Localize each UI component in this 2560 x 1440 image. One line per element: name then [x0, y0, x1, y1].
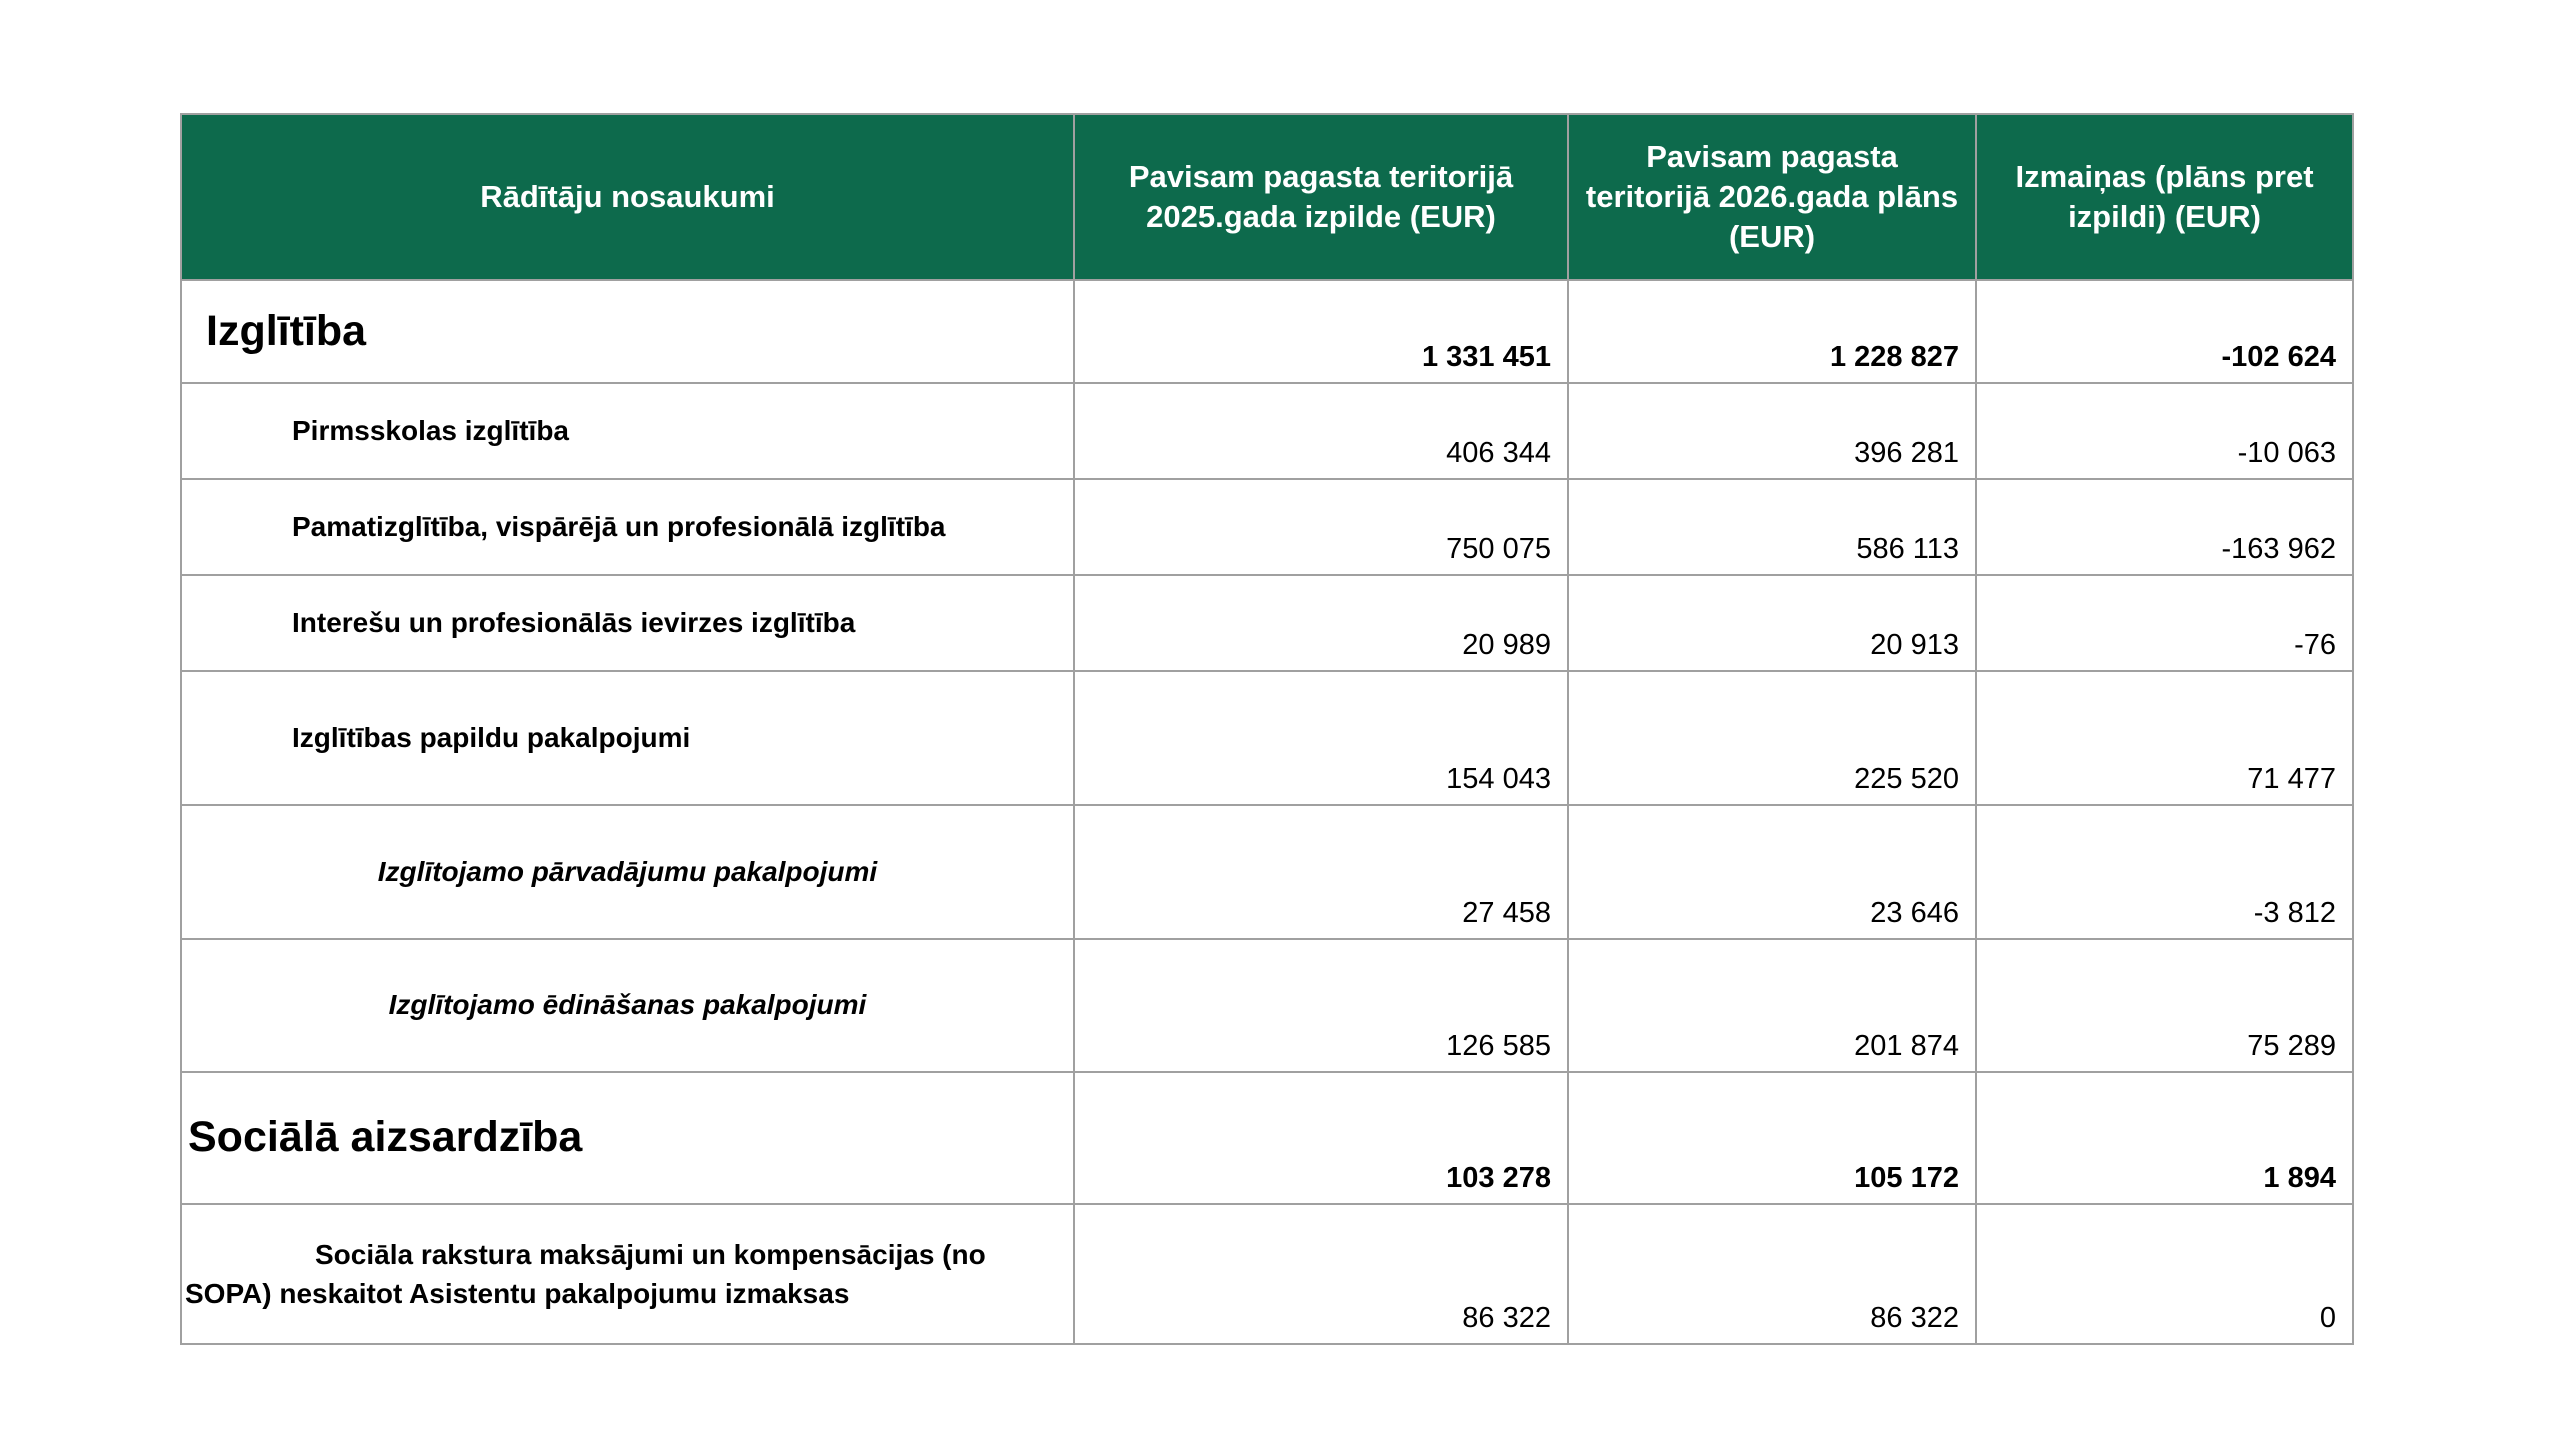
row-value-change: -102 624	[1976, 280, 2353, 383]
budget-table-container	[180, 113, 2354, 1345]
row-label: Sociāla rakstura maksājumi un kompensācijas (no SOPA) neskaitot Asistentu pakalpojumu izmaksas	[181, 1204, 1074, 1344]
col-header-indicator-names: Rādītāju nosaukumi	[181, 114, 1074, 280]
budget-table	[180, 113, 2354, 1345]
row-value-change: -76	[1976, 575, 2353, 671]
row-value-2025: 406 344	[1074, 383, 1568, 479]
row-value-2026: 201 874	[1568, 939, 1976, 1072]
row-value-change: -10 063	[1976, 383, 2353, 479]
row-value-2025: 20 989	[1074, 575, 1568, 671]
row-value-2025: 154 043	[1074, 671, 1568, 805]
row-value-2025: 27 458	[1074, 805, 1568, 939]
header-row	[181, 114, 2353, 280]
row-value-2026: 225 520	[1568, 671, 1976, 805]
row-value-2026: 105 172	[1568, 1072, 1976, 1204]
row-value-change: 75 289	[1976, 939, 2353, 1072]
row-value-2026: 23 646	[1568, 805, 1976, 939]
row-value-2025: 126 585	[1074, 939, 1568, 1072]
table-row	[181, 479, 2353, 575]
row-label: Izglītība	[181, 280, 1074, 383]
row-value-2026: 1 228 827	[1568, 280, 1976, 383]
row-value-change: 0	[1976, 1204, 2353, 1344]
table-row-section-izglitiba	[181, 280, 2353, 383]
table-row	[181, 805, 2353, 939]
row-value-2026: 396 281	[1568, 383, 1976, 479]
table-row-section-sociala-aizsardziba	[181, 1072, 2353, 1204]
col-header-2025-execution: Pavisam pagasta teritorijā 2025.gada izpilde (EUR)	[1074, 114, 1568, 280]
row-value-2025: 86 322	[1074, 1204, 1568, 1344]
row-value-2026: 20 913	[1568, 575, 1976, 671]
row-label: Izglītības papildu pakalpojumi	[181, 671, 1074, 805]
row-value-2026: 86 322	[1568, 1204, 1976, 1344]
row-value-2025: 1 331 451	[1074, 280, 1568, 383]
row-label: Interešu un profesionālās ievirzes izglītība	[181, 575, 1074, 671]
row-value-change: -163 962	[1976, 479, 2353, 575]
row-value-change: 71 477	[1976, 671, 2353, 805]
row-value-2026: 586 113	[1568, 479, 1976, 575]
col-header-2026-plan: Pavisam pagasta teritorijā 2026.gada plāns (EUR)	[1568, 114, 1976, 280]
row-value-2025: 750 075	[1074, 479, 1568, 575]
row-label: Pirmsskolas izglītība	[181, 383, 1074, 479]
table-row	[181, 383, 2353, 479]
row-value-change: -3 812	[1976, 805, 2353, 939]
row-value-change: 1 894	[1976, 1072, 2353, 1204]
table-row	[181, 1204, 2353, 1344]
table-row	[181, 939, 2353, 1072]
table-row	[181, 671, 2353, 805]
col-header-change: Izmaiņas (plāns pret izpildi) (EUR)	[1976, 114, 2353, 280]
row-label: Sociālā aizsardzība	[181, 1072, 1074, 1204]
table-row	[181, 575, 2353, 671]
row-label: Pamatizglītība, vispārējā un profesionālā izglītība	[181, 479, 1074, 575]
row-label: Izglītojamo ēdināšanas pakalpojumi	[181, 939, 1074, 1072]
row-label: Izglītojamo pārvadājumu pakalpojumi	[181, 805, 1074, 939]
row-value-2025: 103 278	[1074, 1072, 1568, 1204]
